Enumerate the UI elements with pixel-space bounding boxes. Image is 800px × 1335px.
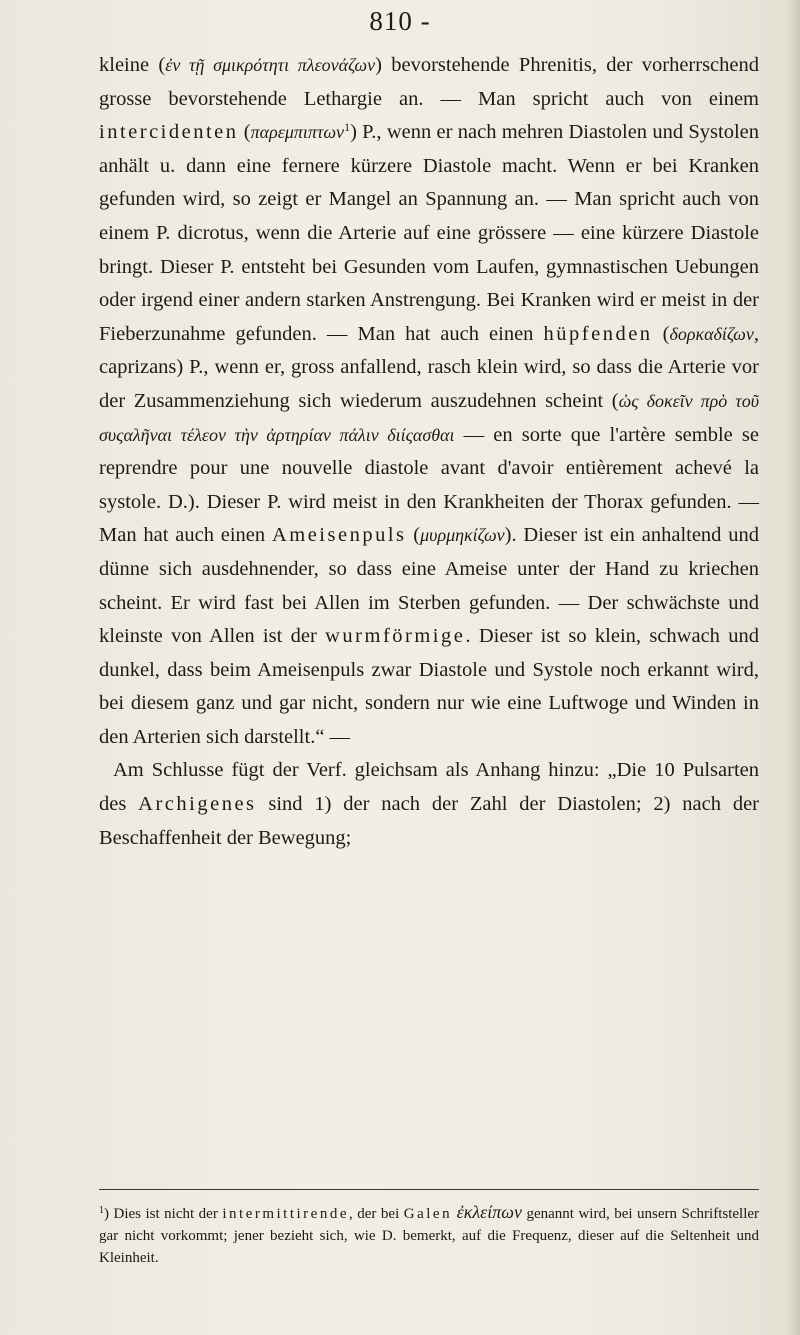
- footnote-divider: [99, 1189, 759, 1190]
- text-run: , der bei: [349, 1206, 404, 1222]
- spaced-term-wurmfoermige: wurmförmige: [325, 625, 466, 648]
- text-run: , caprizans) P., wenn er, gross anfallend, rasch klein wird, so dass die Arterie vor der Zusammenziehung sich wiederum auszudehnen scheint (: [99, 322, 759, 412]
- text-run: ). Dieser ist ein anhaltend und dünne sich ausdehnender, so dass eine Ameise unter der Hand zu kriechen scheint. Er wird fast bei Allen im Sterben gefunden. — Der schwächste und kleinste von Allen ist der: [99, 524, 759, 648]
- text-run: genannt wird, bei unsern Schriftsteller gar nicht vorkommt; jener bezieht sich, wie D. bemerkt, auf die Frequenz, dieser auf die Seltenheit und Kleinheit.: [99, 1206, 760, 1266]
- text-run: ) P., wenn er nach mehren Diastolen und Systolen anhält u. dann eine fernere kürzere Diastole macht. Wenn er bei Kranken gefunden wird, so zeigt er Mangel an Spannung an. — Man spricht auch von einem P. dicrotus, wenn die Arterie auf eine grössere — eine kürzere Diastole bringt. Dieser P. entsteht bei Gesunden vom Laufen, gymnastischen Uebungen oder irgend einer andern starken Anstrengung. Bei Kranken wird er meist in der Fieberzunahme gefunden. — Man hat auch einen: [99, 121, 760, 345]
- spaced-term-huepfenden: hüpfenden: [543, 322, 653, 345]
- text-run: ) Dies ist nicht der: [104, 1206, 223, 1222]
- greek-quote: ὡς δοκεῖν πρὸ τοῦ συςαλῆναι τέλεον τὴν ἀρτηρίαν πάλιν διίςασθαι: [99, 390, 759, 445]
- text-run: — en sorte que l'artère semble se reprendre pour une nouvelle diastole avant d'avoir entièrement achevé la systole. D.). Dieser P. wird meist in den Krankheiten der Thorax gefunden. — Man hat auch einen: [99, 423, 759, 547]
- text-run: (: [238, 121, 251, 144]
- greek-term: μυρμηκίζων: [420, 525, 505, 546]
- paragraph-archigenes: [99, 754, 759, 855]
- footnote: [99, 1201, 759, 1269]
- page-edge-shadow: [786, 0, 800, 1335]
- greek-term: δορκαδίζων: [669, 323, 754, 344]
- greek-term: ἐκλείπων: [456, 1202, 522, 1222]
- text-run: Am Schlusse fügt der Verf. gleichsam als Anhang hinzu: „Die 10 Pulsarten des: [99, 759, 759, 816]
- greek-term: ἐν τῇ σμικρότητι πλεονάζων: [165, 55, 376, 75]
- paragraph-pulse-types: [99, 49, 759, 754]
- text-run: (: [652, 322, 670, 345]
- spaced-term-archigenes: Archigenes: [138, 793, 257, 816]
- text-run: sind 1) der nach der Zahl der Diastolen; 2) nach der Beschaffenheit der Bewegung;: [99, 793, 759, 849]
- spaced-term-ameisenpuls: Ameisenpuls: [271, 524, 407, 547]
- page-number: 810 -: [369, 6, 431, 36]
- footnote-ref: 1: [344, 120, 351, 135]
- main-text: [99, 49, 759, 855]
- text-run: . Dieser ist so klein, schwach und dunkel, dass beim Ameisenpuls zwar Diastole und Systole noch erkannt wird, bei diesem ganz und gar nicht, sondern nur wie eine Luftwoge und Winden in den Arterien sich darstellt.“ —: [99, 625, 759, 748]
- text-run: ) bevorstehende Phrenitis, der vorherrschend grosse bevorstehende Lethargie an. — Man spricht auch von einem: [99, 54, 760, 110]
- footnote-marker: 1: [99, 1205, 104, 1216]
- greek-term: παρεμπιπτων: [250, 122, 345, 143]
- text-run: kleine (: [99, 54, 166, 76]
- text-run: (: [406, 524, 421, 547]
- spaced-term-intercidenten: intercidenten: [99, 121, 239, 144]
- spaced-term-intermittirende: intermittirende: [222, 1206, 349, 1222]
- spaced-term-galen: Galen: [403, 1206, 453, 1222]
